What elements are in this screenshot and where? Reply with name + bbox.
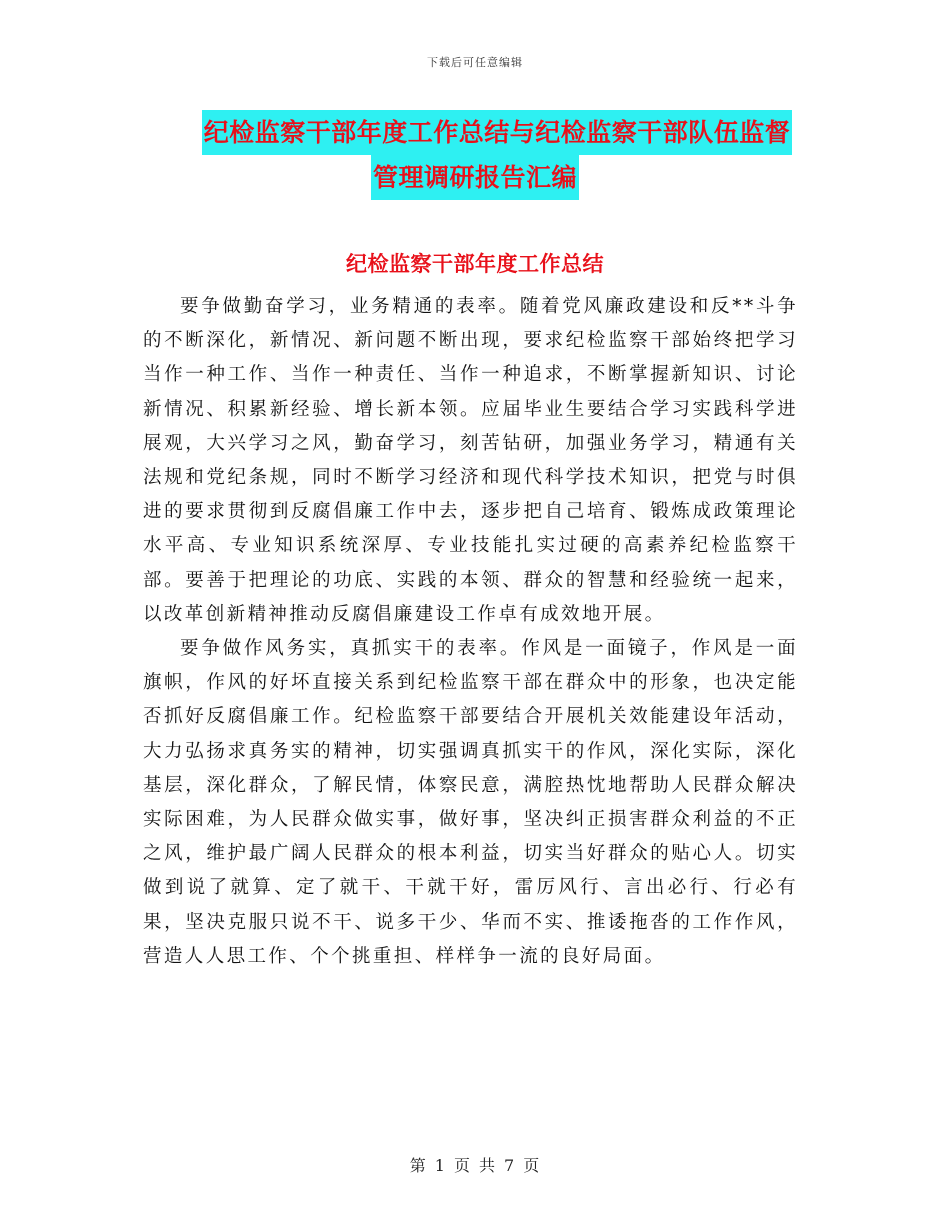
footer-label-unit: 页 xyxy=(453,1156,471,1175)
page-header-note: 下载后可任意编辑 xyxy=(427,56,523,69)
footer-label-page: 第 xyxy=(409,1156,427,1175)
paragraph-2: 要争做作风务实，真抓实干的表率。作风是一面镜子，作风是一面旗帜，作风的好坏直接关系到纪检监察干部在群众中的形象，也决定能否抓好反腐倡廉工作。纪检监察干部要结合开展机关效能建设年活动，大力弘扬求真务实的精神，切实强调真抓实干的作风，深化实际，深化基层，深化群众，了解民情，体察民意，满腔热忱地帮助人民群众解决实际困难，为人民群众做实事，做好事，坚决纠正损害群众利益的不正之风，维护最广阔人民群众的根本利益，切实当好群众的贴心人。切实做到说了就算、定了就干、干就干好，雷厉风行、言出必行、行必有果，坚决克服只说不干、说多干少、华而不实、推诿拖沓的工作作风，营造人人思工作、个个挑重担、样样争一流的良好局面。 xyxy=(143,638,798,967)
section-title: 纪检监察干部年度工作总结 xyxy=(346,251,604,276)
footer-current-page: 1 xyxy=(434,1156,446,1175)
footer-label-unit-2: 页 xyxy=(523,1156,541,1175)
page-footer xyxy=(0,1153,950,1176)
document-title-line-1: 纪检监察干部年度工作总结与纪检监察干部队伍监督 xyxy=(202,110,793,155)
document-title xyxy=(0,110,950,200)
body-text xyxy=(143,290,798,974)
footer-total-pages: 7 xyxy=(504,1156,516,1175)
document-title-line-2: 管理调研报告汇编 xyxy=(371,155,579,200)
footer-label-total: 共 xyxy=(479,1156,497,1175)
paragraph-1: 要争做勤奋学习，业务精通的表率。随着党风廉政建设和反**斗争的不断深化，新情况、新问题不断出现，要求纪检监察干部始终把学习当作一种工作、当作一种责任、当作一种追求，不断掌握新知识、讨论新情况、积累新经验、增长新本领。应届毕业生要结合学习实践科学进展观，大兴学习之风，勤奋学习，刻苦钻研，加强业务学习，精通有关法规和党纪条规，同时不断学习经济和现代科学技术知识，把党与时俱进的要求贯彻到反腐倡廉工作中去，逐步把自己培育、锻炼成政策理论水平高、专业知识系统深厚、专业技能扎实过硬的高素养纪检监察干部。要善于把理论的功底、实践的本领、群众的智慧和经验统一起来，以改革创新精神推动反腐倡廉建设工作卓有成效地开展。 xyxy=(143,296,798,625)
